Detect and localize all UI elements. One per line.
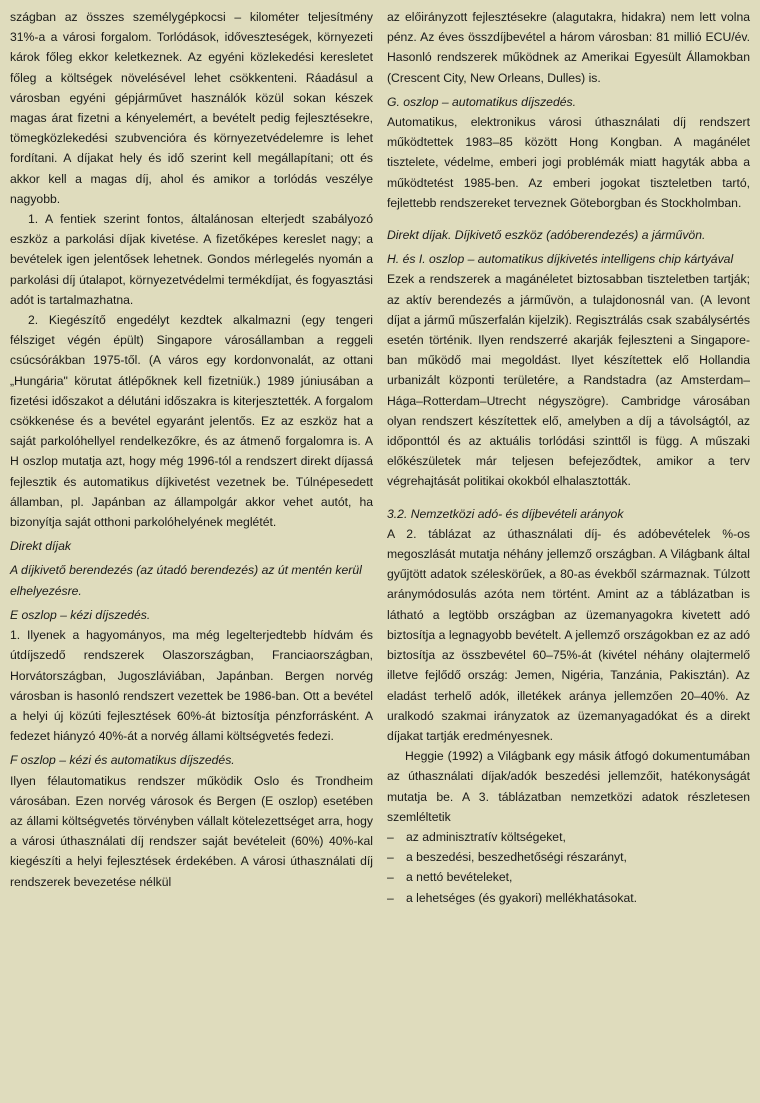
dash-bullet: – [387, 890, 394, 905]
list-item [387, 827, 750, 847]
paragraph: az előirányzott fejlesztésekre (alagutakra, hidakra) nem lett volna pénz. Az éves összdíjbevétel a három városban: 81 millió ECU/év. Hasonló rendszerek működnek az Amerikai Egyesült Államokban (Crescent City, New Orleans, Dulles) is. [387, 10, 750, 85]
section-heading: E oszlop – kézi díjszedés. [10, 607, 151, 622]
paragraph: 1. Ilyenek a hagyományos, ma még legelterjedtebb hídvám és útdíjszedő rendszerek Olaszországban, Franciaországban, Horvátországban, Jugoszláviában, Japánban. Bergen norvég városban is hasonló rendszert vezettek be 1986-ban. Ott a bevétel a helyi új közúti fejlesztések 60%-át biztosítja pénzforrásként. A fedezet hiányzó 40%-át a norvég állami költségvetés fedezi. [10, 628, 373, 744]
section-heading: Direkt díjak. Díjkivető eszköz (adóberendezés) a járművön. [387, 228, 706, 243]
paragraph: Ezek a rendszerek a magánéletet biztosabban tiszteletben tartják; az aktív berendezés a járművön, a tulajdonosnál van. (A levont díjat a jármű műszerfalán kijelzik). Regisztrálás csak szabálysértés esetén történik. Ilyen rendszerré akarják fejleszteni a Singapore-ban működő mai megoldást. Ilyet készítettek elő Hollandia urbanizált központi területére, a Randstadra (az Amsterdam–Hága–Rotterdam–Utrecht négyszögre). Cambridge városában olyan rendszert készítettek elő, amelyben a díj a távolságtól, az időponttól és az aktuális torlódási szinttől is függ. A műszaki előkészületek már teljesen befejeződtek, amikor a terv végrehajtását politikai okokból elhalasztották. [387, 272, 750, 489]
paragraph: szágban az összes személygépkocsi – kilométer teljesítmény 31%-a a városi forgalom. Torlódások, időveszteségek, környezeti károk főleg ekkor keletkeznek. Az egyéni közlekedési keresletet főleg a költségek növelésével lehet csökkenteni. Ráadásul a városban egyéni gépjárművet használók közül sokan készek magas árat fizetni a kényelemért, a bevételt pedig fejlesztésekre, tömegközlekedési szubvencióra és környezetvédelemre is lehet fordítani. A díjakat hely és idő szerint kell megállapítani; ott és akkor kell a magas díj, ahol és amikor a torlódás veszélye nagyobb. [10, 10, 373, 206]
paragraph: 2. Kiegészítő engedélyt kezdtek alkalmazni (egy tengeri félsziget végén épült) Singapore városállamban a reggeli csúcsórákban 1975-től. (A város egy kordonvonalát, az ottani „Hungária" körutat átlépőknek kell fizetniük.) 1989 júniusában a fizetési időszakot a délutáni időszakra is kiterjesztették. A forgalom csökkenése és a bevétel egyaránt jelentős. Ez az eszköz hat a saját parkolóhellyel rendelkezőkre, és az átmenő forgalomra is. A H oszlop mutatja azt, hogy még 1996-tól a rendszert direkt díjassá fejlesztik és automatikus díjkivetést vezetnek be. Túlnépesedett államban, pl. Japánban az állampolgár akkor vehet autót, ha bizonyítja saját otthoni parkolóhelyének meglétét. [10, 313, 373, 530]
left-column [10, 7, 373, 1103]
paragraph: Heggie (1992) a Világbank egy másik átfogó dokumentumában az úthasználati díjak/adók beszedési jellemzőit, hatékonyságát mutatja be. A 3. táblázatban nemzetközi adatok részletesen szemléltetik [387, 749, 750, 824]
list-item [387, 847, 750, 867]
section-heading: A díjkivető berendezés (az útadó berendezés) az út mentén kerül elhelyezésre. [10, 563, 362, 598]
list-item-text: a nettó bevételeket, [406, 870, 513, 885]
section-heading: G. oszlop – automatikus díjszedés. [387, 94, 577, 109]
paragraph: Automatikus, elektronikus városi úthasználati díj rendszert működtettek 1983–85 között Hong Kongban. A magánélet tisztelete, védelme, emberi jogi problémák miatt hagyták abba a működtetést 1985-ben. Az emberi jogokat tiszteletben tartó, fejlettebb rendszereket terveznek Göteborgban és Stockholmban. [387, 115, 750, 210]
dash-bullet: – [387, 870, 394, 885]
paragraph: A 2. táblázat az úthasználati díj- és adóbevételek %-os megoszlását mutatja néhány jellemző országban. A Világbank által gyűjtött adatok széleskörűek, a 80-as évekből származnak. Túlzott aránymódosulás azóta nem történt. Amint az a táblázatban is látható a legtöbb országban az üzemanyagokra kivetett adó biztosítja a legnagyobb bevételt. A jellemző országokban ez az adó biztosítja az összbevétel 60–75%-át (kivétel néhány olajtermelő illetve fejlődő ország: Jemen, Nigéria, Tanzánia, Pakisztán). Az eladást terhelő adók, illetékek aránya jellemzően 20–40%. Az uralkodó szakmai irányzatok az üzemanyagadókat és a direkt díjakat tartják eredményesnek. [387, 526, 750, 743]
section-heading: Direkt díjak [10, 539, 71, 554]
list-item-text: a beszedési, beszedhetőségi részarányt, [406, 850, 627, 865]
list-item-text: a lehetséges (és gyakori) mellékhatásokat. [406, 890, 638, 905]
list-item [387, 867, 750, 887]
paragraph: Ilyen félautomatikus rendszer működik Oslo és Trondheim városában. Ezen norvég városok és Bergen (E oszlop) esetében az állami költségvetés törvényben vállalt kötelezettséget arra, hogy a városi úthasználati díj rendszer saját bevételeit (60%) 40%-kal kiegészíti a helyi fejlesztések érdekében. A városi úthasználati díj rendszerek bevezetése nélkül [10, 773, 373, 889]
dash-bullet: – [387, 829, 394, 844]
section-heading: F oszlop – kézi és automatikus díjszedés. [10, 753, 235, 768]
list-item-text: az adminisztratív költségeket, [406, 829, 566, 844]
section-heading: H. és I. oszlop – automatikus díjkivetés intelligens chip kártyával [387, 252, 734, 267]
section-heading: 3.2. Nemzetközi adó- és díjbevételi arányok [387, 506, 624, 521]
dash-bullet: – [387, 850, 394, 865]
list-item [387, 888, 750, 908]
paragraph: 1. A fentiek szerint fontos, általánosan elterjedt szabályozó eszköz a parkolási díjak kivetése. A fizetőképes kereslet nagy; a bevételek igen jelentősek lehetnek. Gondos mérlegelés nyomán a parkolási díj útalapot, környezetvédelmi termékdíjat, és fogyasztási adót is tartalmazhatna. [10, 212, 373, 307]
right-column [387, 7, 750, 1103]
